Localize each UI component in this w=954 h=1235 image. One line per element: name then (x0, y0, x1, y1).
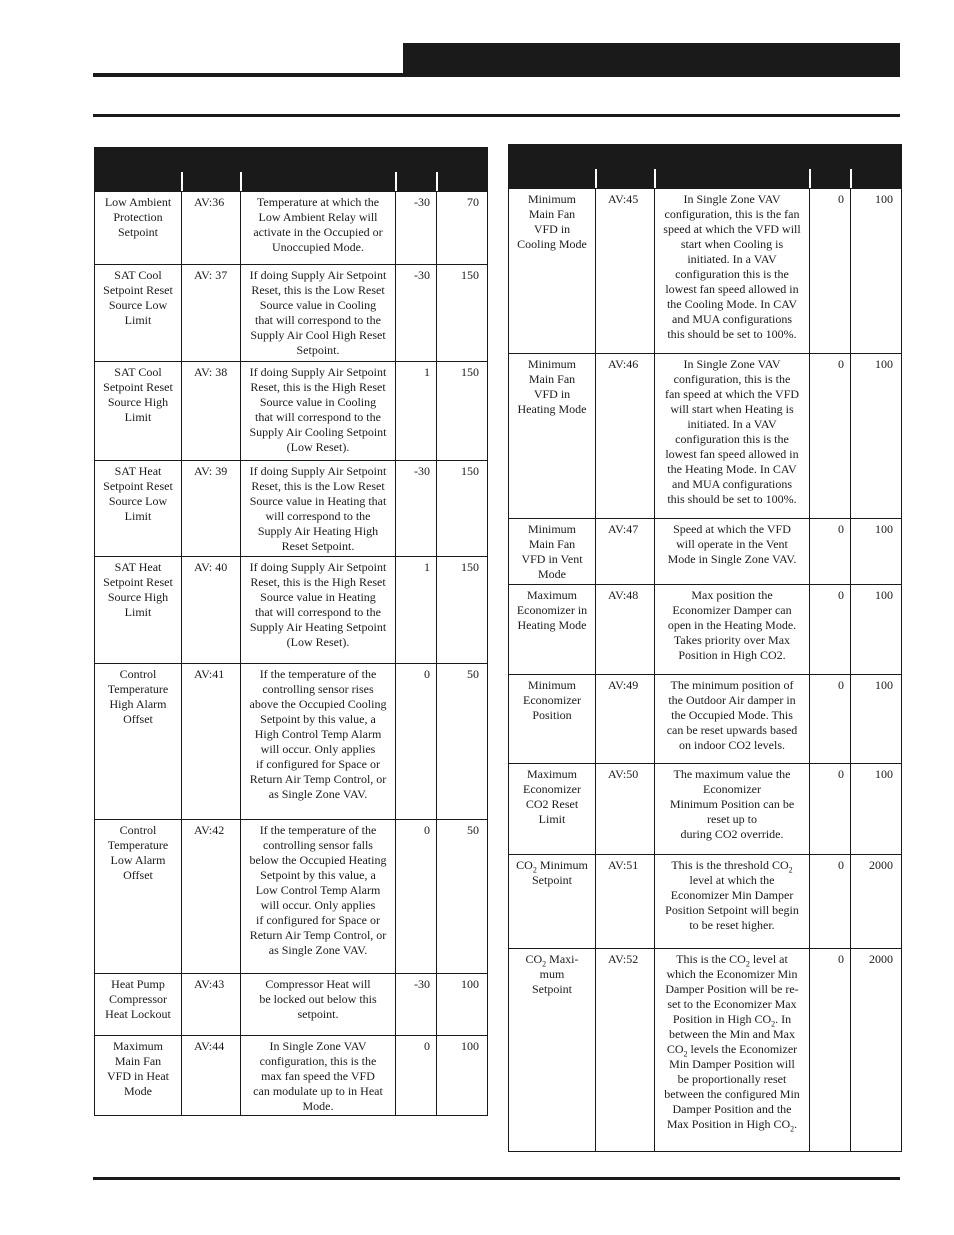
row-object-id: AV:49 (595, 675, 654, 763)
table-row (95, 556, 487, 663)
left-parameter-table (94, 147, 488, 1116)
row-name: SAT Heat Setpoint Reset Source High Limit (103, 560, 173, 619)
row-name: Heat Pump Compressor Heat Lockout (105, 977, 171, 1021)
table-row (509, 948, 901, 1151)
row-max-value: 100 (850, 519, 899, 584)
header-bar (403, 43, 900, 77)
row-description: This is the threshold $CO_2$ level at which the Economizer Min Damper Position Setpoint will begin to be reset higher. (654, 855, 809, 948)
row-name: $CO_2$ Maxi- mum Setpoint (525, 952, 579, 996)
row-description: Max position the Economizer Damper can open in the Heating Mode. Takes priority over Max Position in High CO2. (654, 585, 809, 674)
col-header-description (240, 172, 395, 191)
row-object-id: AV: 37 (181, 265, 240, 361)
col-header-min (809, 169, 850, 188)
row-max-value: 100 (850, 354, 899, 518)
table-body (95, 191, 487, 1115)
table-row (95, 1035, 487, 1115)
row-object-id: AV:47 (595, 519, 654, 584)
row-name: Low Ambient Protection Setpoint (104, 195, 172, 239)
row-max-value: 100 (850, 764, 899, 854)
table-row (509, 518, 901, 584)
footer-rule (93, 1177, 900, 1180)
header-rule (93, 73, 403, 77)
row-min-value: 0 (809, 764, 850, 854)
table-body (509, 188, 901, 1151)
row-object-id: AV: 40 (181, 557, 240, 663)
row-name: SAT Cool Setpoint Reset Source Low Limit (103, 268, 173, 327)
table-row (95, 819, 487, 973)
row-min-value: 0 (809, 675, 850, 763)
row-name: Control Temperature High Alarm Offset (107, 667, 169, 726)
col-header-description (654, 169, 809, 188)
col-header-name (95, 172, 181, 191)
row-name: Maximum Economizer CO2 Reset Limit (523, 767, 581, 826)
row-description: Speed at which the VFD will operate in the Vent Mode in Single Zone VAV. (654, 519, 809, 584)
row-object-id: AV:42 (181, 820, 240, 973)
row-max-value: 100 (850, 675, 899, 763)
row-min-value: 1 (395, 362, 436, 460)
row-object-id: AV:52 (595, 949, 654, 1151)
table-title-bar (95, 147, 487, 171)
table-row (509, 674, 901, 763)
row-description: The minimum position of the Outdoor Air damper in the Occupied Mode. This can be reset upwards based on indoor CO2 levels. (654, 675, 809, 763)
col-header-object (595, 169, 654, 188)
row-object-id: AV: 39 (181, 461, 240, 556)
row-max-value: 100 (850, 189, 899, 353)
row-object-id: AV: 38 (181, 362, 240, 460)
row-name: SAT Heat Setpoint Reset Source Low Limit (103, 464, 173, 523)
table-row (95, 191, 487, 264)
row-description: In Single Zone VAV configuration, this is the fan speed at which the VFD will start when Heating is initiated. In a VAV configuration this is the lowest fan speed allowed in the Heating Mode. In CAV and MUA configurations this should be set to 100%. (654, 354, 809, 518)
column-header-row (95, 171, 487, 191)
row-min-value: 0 (809, 855, 850, 948)
row-name: Control Temperature Low Alarm Offset (107, 823, 169, 882)
row-max-value: 150 (436, 362, 485, 460)
table-row (95, 460, 487, 556)
row-description: The maximum value the Economizer Minimum Position can be reset up to during CO2 override. (654, 764, 809, 854)
col-header-min (395, 172, 436, 191)
table-row (95, 973, 487, 1035)
row-max-value: 150 (436, 461, 485, 556)
row-description: If doing Supply Air Setpoint Reset, this is the High Reset Source value in Heating that will correspond to the Supply Air Heating Setpoint (Low Reset). (240, 557, 395, 663)
row-min-value: 0 (395, 664, 436, 819)
row-max-value: 100 (436, 974, 485, 1035)
row-max-value: 50 (436, 664, 485, 819)
row-description: If doing Supply Air Setpoint Reset, this is the High Reset Source value in Cooling that will correspond to the Supply Air Cooling Setpoint (Low Reset). (240, 362, 395, 460)
row-max-value: 150 (436, 557, 485, 663)
row-name: Maximum Main Fan VFD in Heat Mode (107, 1039, 169, 1098)
row-max-value: 70 (436, 192, 485, 264)
row-max-value: 150 (436, 265, 485, 361)
row-min-value: -30 (395, 265, 436, 361)
row-min-value: 0 (809, 354, 850, 518)
row-max-value: 50 (436, 820, 485, 973)
row-description: If doing Supply Air Setpoint Reset, this is the Low Reset Source value in Heating that will correspond to the Supply Air Heating High Reset Setpoint. (240, 461, 395, 556)
table-title-bar (509, 144, 901, 168)
col-header-max (850, 169, 899, 188)
row-max-value: 100 (850, 585, 899, 674)
row-min-value: 0 (809, 519, 850, 584)
right-parameter-table (508, 144, 902, 1152)
row-description: Temperature at which the Low Ambient Relay will activate in the Occupied or Unoccupied Mode. (240, 192, 395, 264)
table-row (509, 584, 901, 674)
row-name: Minimum Main Fan VFD in Vent Mode (521, 522, 583, 581)
row-object-id: AV:36 (181, 192, 240, 264)
table-row (95, 361, 487, 460)
row-min-value: 0 (809, 189, 850, 353)
row-max-value: 2000 (850, 855, 899, 948)
row-max-value: 2000 (850, 949, 899, 1151)
row-min-value: 0 (395, 820, 436, 973)
table-row (509, 854, 901, 948)
table-row (509, 353, 901, 518)
row-description: This is the $CO_2$ level at which the Economizer Min Damper Position will be re- set to the Economizer Max Position in High $CO_2$. In between the Min and Max $CO_2$ levels the Economizer Min Damper Position will be proportionally reset between the configured Min Damper Position and the Max Position in High $CO_2$. (654, 949, 809, 1151)
row-description: If doing Supply Air Setpoint Reset, this is the Low Reset Source value in Cooling that will correspond to the Supply Air Cool High Reset Setpoint. (240, 265, 395, 361)
row-min-value: -30 (395, 974, 436, 1035)
table-row (95, 663, 487, 819)
row-name: SAT Cool Setpoint Reset Source High Limit (103, 365, 173, 424)
row-min-value: 0 (395, 1036, 436, 1115)
row-object-id: AV:43 (181, 974, 240, 1035)
row-min-value: -30 (395, 461, 436, 556)
header-divider (93, 114, 900, 117)
row-name: Minimum Main Fan VFD in Cooling Mode (517, 192, 587, 251)
table-row (509, 188, 901, 353)
row-description: If the temperature of the controlling sensor rises above the Occupied Cooling Setpoint by this value, a High Control Temp Alarm will occur. Only applies if configured for Space or Return Air Temp Control, or as Single Zone VAV. (240, 664, 395, 819)
table-row (95, 264, 487, 361)
row-object-id: AV:41 (181, 664, 240, 819)
row-object-id: AV:46 (595, 354, 654, 518)
col-header-object (181, 172, 240, 191)
row-min-value: 1 (395, 557, 436, 663)
row-object-id: AV:45 (595, 189, 654, 353)
col-header-name (509, 169, 595, 188)
row-object-id: AV:44 (181, 1036, 240, 1115)
row-min-value: 0 (809, 949, 850, 1151)
row-object-id: AV:51 (595, 855, 654, 948)
row-description: In Single Zone VAV configuration, this is the fan speed at which the VFD will start when Cooling is initiated. In a VAV configuration this is the lowest fan speed allowed in the Cooling Mode. In CAV and MUA configurations this should be set to 100%. (654, 189, 809, 353)
row-object-id: AV:50 (595, 764, 654, 854)
row-min-value: -30 (395, 192, 436, 264)
row-description: If the temperature of the controlling sensor falls below the Occupied Heating Setpoint by this value, a Low Control Temp Alarm will occur. Only applies if configured for Space or Return Air Temp Control, or as Single Zone VAV. (240, 820, 395, 973)
row-object-id: AV:48 (595, 585, 654, 674)
row-min-value: 0 (809, 585, 850, 674)
row-description: In Single Zone VAV configuration, this is the max fan speed the VFD can modulate up to in Heat Mode. (240, 1036, 395, 1115)
row-description: Compressor Heat will be locked out below this setpoint. (240, 974, 395, 1035)
row-name: Minimum Main Fan VFD in Heating Mode (517, 357, 587, 416)
row-name: Minimum Economizer Position (523, 678, 581, 722)
column-header-row (509, 168, 901, 188)
row-name: $CO_2$ Minimum Setpoint (516, 858, 588, 887)
table-row (509, 763, 901, 854)
col-header-max (436, 172, 485, 191)
row-name: Maximum Economizer in Heating Mode (516, 588, 588, 632)
row-max-value: 100 (436, 1036, 485, 1115)
